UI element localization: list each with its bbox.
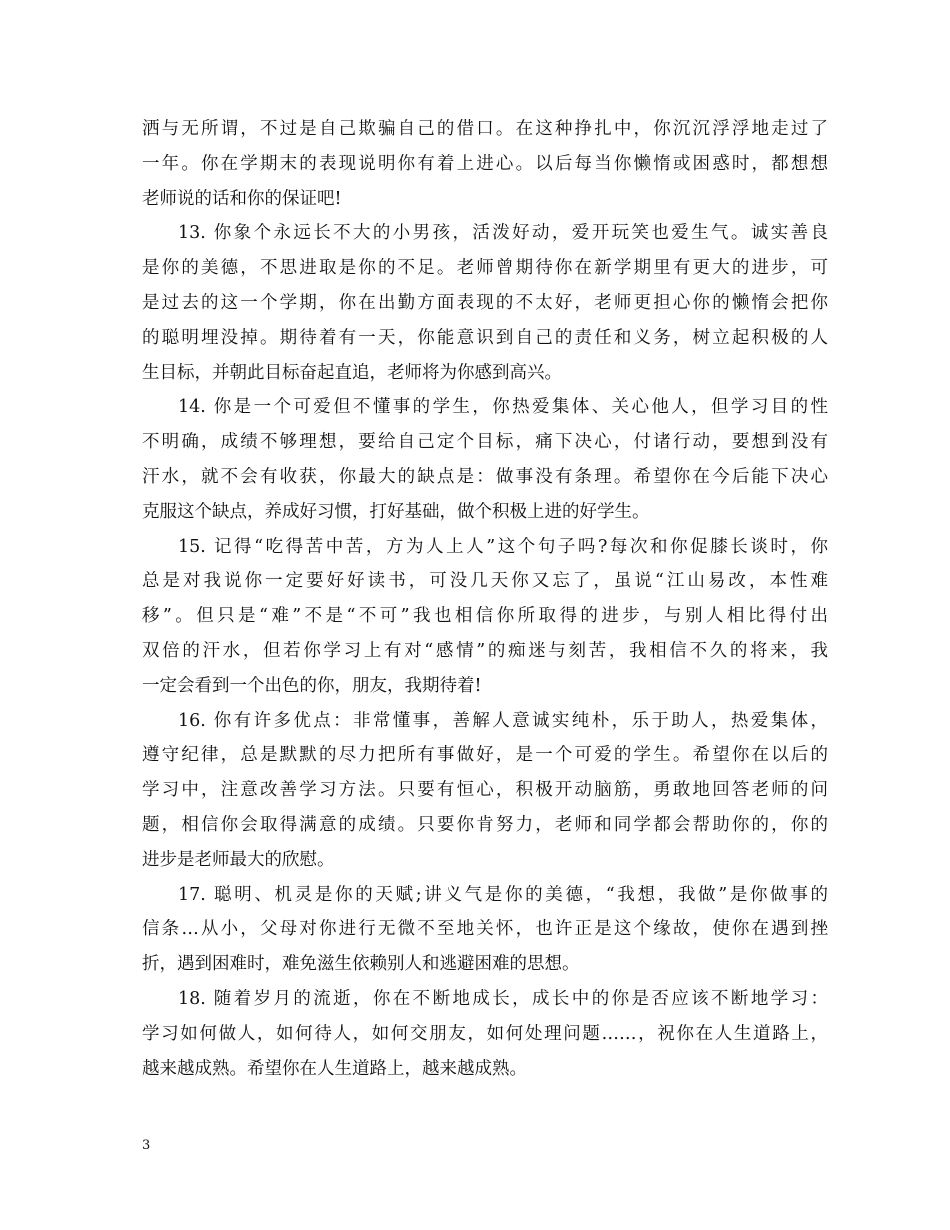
- text-line: 学习中，注意改善学习方法。只要有恒心，积极开动脑筋，勇敢地回答老师的问: [142, 780, 828, 801]
- text-line: 移”。但只是“难”不是“不可”我也相信你所取得的进步，与别人相比得付出: [142, 606, 828, 627]
- paragraph: [142, 530, 828, 704]
- text-line: 题，相信你会取得满意的成绩。只要你肯努力，老师和同学都会帮助你的，你的: [142, 814, 828, 835]
- text-line: 15. 记得“吃得苦中苦，方为人上人”这个句子吗?每次和你促膝长谈时，你: [178, 536, 828, 557]
- page-number: 3: [142, 1138, 151, 1153]
- text-line: 是你的美德，不思进取是你的不足。老师曾期待你在新学期里有更大的进步，可: [142, 258, 828, 279]
- paragraph: [142, 982, 828, 1086]
- text-line: 的聪明埋没掉。期待着有一天，你能意识到自己的责任和义务，树立起积极的人: [142, 327, 828, 348]
- text-line: 学习如何做人，如何待人，如何交朋友，如何处理问题……，祝你在人生道路上，: [142, 1023, 828, 1044]
- text-line: 折，遇到困难时，难免滋生依赖别人和逃避困难的思想。: [142, 954, 580, 975]
- text-line: 生目标，并朝此目标奋起直追，老师将为你感到高兴。: [142, 362, 562, 383]
- text-line: 洒与无所谓，不过是自己欺骗自己的借口。在这种挣扎中，你沉沉浮浮地走过了: [142, 119, 828, 139]
- text-line: 一年。你在学期末的表现说明你有着上进心。以后每当你懒惰或困惑时，都想想: [142, 153, 828, 174]
- text-line: 是过去的这一个学期，你在出勤方面表现的不太好，老师更担心你的懒惰会把你: [142, 292, 828, 313]
- text-line: 13. 你象个永远长不大的小男孩，活泼好动，爱开玩笑也爱生气。诚实善良: [178, 223, 828, 244]
- document-body: [142, 112, 828, 1086]
- text-line: 总是对我说你一定要好好读书，可没几天你又忘了，虽说“江山易改，本性难: [142, 571, 828, 592]
- paragraph: [142, 390, 828, 529]
- text-line: 一定会看到一个出色的你，朋友，我期待着!: [142, 675, 482, 696]
- text-line: 信条…从小，父母对你进行无微不至地关怀，也许正是这个缘故，使你在遇到挫: [142, 919, 828, 940]
- text-line: 进步是老师最大的欣慰。: [142, 849, 335, 870]
- text-line: 克服这个缺点，养成好习惯，打好基础，做个积极上进的好学生。: [142, 501, 650, 522]
- paragraph: [142, 704, 828, 878]
- paragraph: [142, 112, 828, 216]
- text-line: 18. 随着岁月的流逝，你在不断地成长，成长中的你是否应该不断地学习：: [178, 988, 828, 1009]
- paragraph: [142, 878, 828, 982]
- text-line: 14. 你是一个可爱但不懂事的学生，你热爱集体、关心他人，但学习目的性: [178, 397, 828, 418]
- text-line: 老师说的话和你的保证吧!: [142, 188, 342, 209]
- text-line: 双倍的汗水，但若你学习上有对“感情”的痴迷与刻苦，我相信不久的将来，我: [142, 640, 828, 661]
- text-line: 越来越成熟。希望你在人生道路上，越来越成熟。: [142, 1058, 527, 1079]
- paragraph: [142, 216, 828, 390]
- text-line: 遵守纪律，总是默默的尽力把所有事做好，是一个可爱的学生。希望你在以后的: [142, 745, 828, 766]
- text-line: 汗水，就不会有收获，你最大的缺点是：做事没有条理。希望你在今后能下决心: [142, 466, 828, 487]
- text-line: 16. 你有许多优点：非常懂事，善解人意诚实纯朴，乐于助人，热爱集体，: [178, 710, 828, 731]
- text-line: 不明确，成绩不够理想，要给自己定个目标，痛下决心，付诸行动，要想到没有: [142, 432, 828, 453]
- text-line: 17. 聪明、机灵是你的天赋;讲义气是你的美德，“我想，我做”是你做事的: [178, 884, 828, 905]
